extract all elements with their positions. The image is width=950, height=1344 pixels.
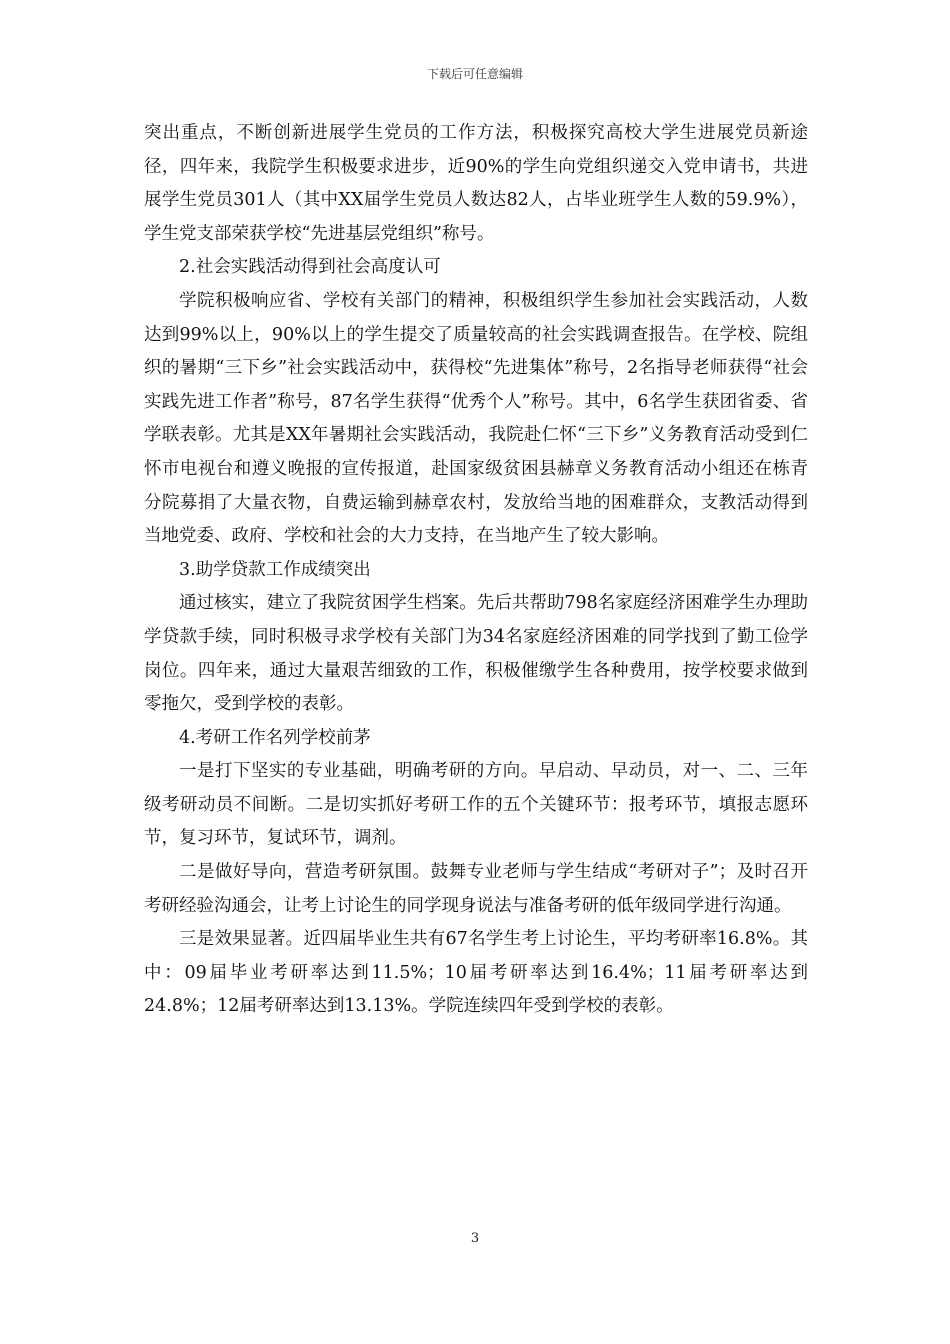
- paragraph-party-members: 突出重点，不断创新进展学生党员的工作方法，积极探究高校大学生进展党员新途径，四年来，我院学生积极要求进步，近90%的学生向党组织递交入党申请书，共进展学生党员301人（其中XX届学生党员人数达82人，占毕业班学生人数的59.9%），学生党支部荣获学校“先进基层党组织”称号。: [144, 123, 808, 244]
- section-heading-social-practice: 2.社会实践活动得到社会高度认可: [179, 257, 441, 278]
- paragraph-student-loans: 通过核实，建立了我院贫困学生档案。先后共帮助798名家庭经济困难学生办理助学贷款手续，同时积极寻求学校有关部门为34名家庭经济困难的同学找到了勤工俭学岗位。四年来，通过大量艰苦细致的工作，积极催缴学生各种费用，按学校要求做到零拖欠，受到学校的表彰。: [144, 593, 808, 715]
- page-header-note: 下载后可任意编辑: [426, 67, 523, 81]
- document-body: [144, 117, 808, 1024]
- section-heading-postgrad-exam: 4.考研工作名列学校前茅: [179, 727, 371, 748]
- page-number: 3: [470, 1231, 480, 1246]
- paragraph-postgrad-foundation: 一是打下坚实的专业基础，明确考研的方向。早启动、早动员，对一、二、三年级考研动员不间断。二是切实抓好考研工作的五个关键环节：报考环节，填报志愿环节，复习环节，复试环节，调剂。: [144, 761, 808, 849]
- paragraph-postgrad-guidance: 二是做好导向，营造考研氛围。鼓舞专业老师与学生结成“考研对子”；及时召开考研经验沟通会，让考上讨论生的同学现身说法与准备考研的低年级同学进行沟通。: [144, 862, 808, 916]
- section-heading-student-loans: 3.助学贷款工作成绩突出: [179, 559, 371, 580]
- paragraph-postgrad-results: 三是效果显著。近四届毕业生共有67名学生考上讨论生，平均考研率16.8%。其中：09届毕业考研率达到11.5%；10届考研率达到16.4%；11届考研率达到24.8%；12届考研率达到13.13%。学院连续四年受到学校的表彰。: [144, 929, 808, 1017]
- paragraph-social-practice: 学院积极响应省、学校有关部门的精神，积极组织学生参加社会实践活动，人数达到99%以上，90%以上的学生提交了质量较高的社会实践调查报告。在学校、院组织的暑期“三下乡”社会实践活动中，获得校“先进集体”称号，2名指导老师获得“社会实践先进工作者”称号，87名学生获得“优秀个人”称号。其中，6名学生获团省委、省学联表彰。尤其是XX年暑期社会实践活动，我院赴仁怀“三下乡”义务教育活动受到仁怀市电视台和遵义晚报的宣传报道，赴国家级贫困县赫章义务教育活动小组还在栋青分院募捐了大量衣物，自费运输到赫章农村，发放给当地的困难群众，支教活动得到当地党委、政府、学校和社会的大力支持，在当地产生了较大影响。: [144, 290, 808, 547]
